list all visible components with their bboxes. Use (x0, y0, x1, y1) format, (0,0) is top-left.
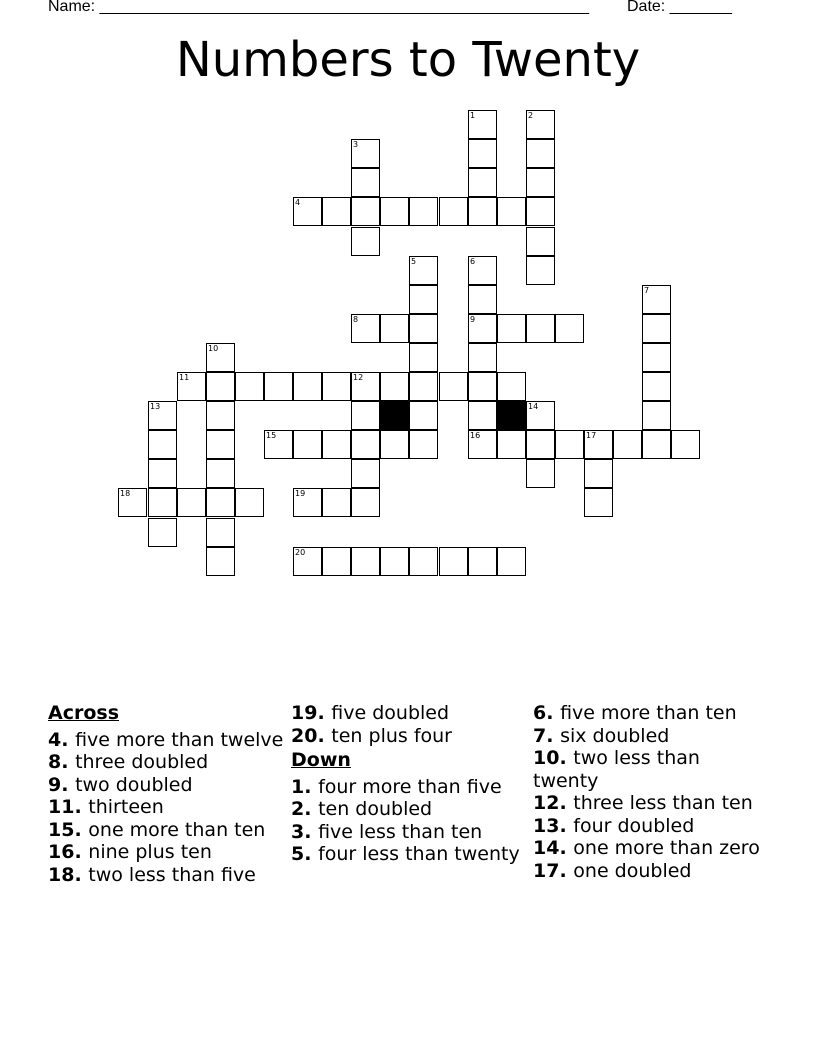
clue-text: thirteen (88, 796, 164, 818)
clue-item (48, 864, 284, 887)
grid-cell[interactable] (468, 256, 497, 285)
grid-cell[interactable] (177, 372, 206, 401)
clue-text: four less than twenty (318, 843, 520, 865)
clue-text: five more than twelve (75, 728, 284, 751)
clue-column-2 (291, 702, 527, 866)
clue-number: 14 (528, 402, 539, 411)
clue-number: 11 (179, 373, 190, 382)
clue-item (533, 725, 769, 748)
clue-number: 10 (208, 344, 219, 353)
grid-cell[interactable] (526, 401, 555, 430)
grid-cell[interactable] (526, 459, 555, 488)
clue-number-label: 9. (48, 773, 76, 796)
grid-cell[interactable] (468, 343, 497, 372)
date-field: Date: _______ (627, 0, 732, 15)
across-heading: Across (48, 702, 120, 724)
clue-number-label: 18. (48, 863, 89, 886)
clue-number: 16 (470, 431, 481, 440)
clue-column-3 (533, 702, 769, 882)
grid-cell[interactable] (642, 401, 671, 430)
grid-cell[interactable] (322, 547, 351, 576)
grid-cell[interactable] (351, 168, 380, 197)
clue-number: 1 (470, 111, 476, 120)
clue-number-label: 3. (291, 820, 319, 843)
black-square (497, 401, 526, 430)
clue-number-label: 10. (533, 747, 574, 769)
grid-cell[interactable] (409, 343, 438, 372)
clue-text: two doubled (75, 773, 193, 796)
clue-item (291, 798, 527, 821)
grid-cell[interactable] (409, 314, 438, 343)
grid-cell[interactable] (468, 197, 497, 226)
grid-cell[interactable] (206, 401, 235, 430)
clue-item (291, 776, 527, 799)
grid-cell[interactable] (497, 547, 526, 576)
grid-cell[interactable] (526, 168, 555, 197)
clue-number: 12 (353, 373, 364, 382)
grid-cell[interactable] (235, 488, 264, 517)
clue-text: four doubled (573, 814, 695, 837)
grid-cell[interactable] (351, 372, 380, 401)
clue-text: one more than ten (88, 818, 266, 841)
clue-number-label: 5. (291, 843, 319, 865)
grid-cell[interactable] (206, 372, 235, 401)
clue-number: 15 (266, 431, 277, 440)
grid-cell[interactable] (497, 197, 526, 226)
clue-item (48, 841, 284, 864)
down-clue-list (291, 776, 527, 866)
grid-cell[interactable] (526, 110, 555, 139)
grid-cell[interactable] (526, 139, 555, 168)
clue-text: five less than ten (318, 820, 483, 843)
clue-number-label: 4. (48, 728, 76, 751)
grid-cell[interactable] (206, 518, 235, 547)
grid-cell[interactable] (555, 430, 584, 459)
grid-cell[interactable] (380, 197, 409, 226)
clue-number: 3 (353, 140, 359, 149)
grid-cell[interactable] (351, 430, 380, 459)
clue-item (48, 819, 284, 842)
clue-text: six doubled (560, 724, 670, 747)
grid-cell[interactable] (468, 547, 497, 576)
clue-number: 17 (586, 431, 597, 440)
clue-number: 2 (528, 111, 534, 120)
clue-item (533, 860, 769, 883)
grid-cell[interactable] (584, 488, 613, 517)
grid-cell[interactable] (380, 314, 409, 343)
grid-cell[interactable] (206, 430, 235, 459)
grid-cell[interactable] (439, 197, 468, 226)
clue-number: 19 (295, 489, 306, 498)
grid-cell[interactable] (468, 430, 497, 459)
down-heading: Down (291, 749, 351, 771)
clue-number-label: 14. (533, 837, 574, 859)
clue-item (291, 702, 527, 725)
grid-cell[interactable] (264, 430, 293, 459)
grid-cell[interactable] (584, 430, 613, 459)
clue-column-1 (48, 702, 284, 886)
clue-item (291, 843, 527, 866)
grid-cell[interactable] (380, 547, 409, 576)
grid-cell[interactable] (526, 430, 555, 459)
grid-cell[interactable] (293, 547, 322, 576)
clue-number: 20 (295, 548, 306, 557)
clue-text: three less than ten (573, 792, 753, 814)
grid-cell[interactable] (351, 227, 380, 256)
grid-cell[interactable] (468, 139, 497, 168)
name-field: Name: _______________________________________________________ (48, 0, 589, 15)
clue-number-label: 8. (48, 751, 76, 773)
clue-number: 4 (295, 198, 301, 207)
clue-item (533, 815, 769, 838)
clue-item (48, 729, 284, 752)
grid-cell[interactable] (497, 430, 526, 459)
clue-number-label: 20. (291, 724, 332, 747)
grid-cell[interactable] (584, 459, 613, 488)
grid-cell[interactable] (351, 459, 380, 488)
grid-cell[interactable] (118, 488, 147, 517)
clue-item (48, 751, 284, 774)
grid-cell[interactable] (177, 488, 206, 517)
clue-text: three doubled (75, 751, 209, 773)
grid-cell[interactable] (322, 372, 351, 401)
black-square (380, 401, 409, 430)
clue-number-label: 15. (48, 818, 89, 841)
clue-item (533, 792, 769, 815)
clue-item (48, 796, 284, 819)
clue-number-label: 16. (48, 841, 89, 863)
grid-cell[interactable] (322, 430, 351, 459)
clue-number-label: 12. (533, 792, 574, 814)
grid-cell[interactable] (526, 256, 555, 285)
grid-cell[interactable] (351, 547, 380, 576)
grid-cell[interactable] (322, 197, 351, 226)
clue-text: five more than ten (560, 702, 737, 724)
clue-number-label: 2. (291, 798, 319, 820)
grid-cell[interactable] (409, 430, 438, 459)
grid-cell[interactable] (409, 256, 438, 285)
grid-cell[interactable] (322, 488, 351, 517)
clue-item (291, 821, 527, 844)
clue-number-label: 19. (291, 702, 332, 724)
down-clue-list-continued (533, 702, 769, 882)
grid-cell[interactable] (497, 314, 526, 343)
grid-cell[interactable] (468, 110, 497, 139)
grid-cell[interactable] (468, 401, 497, 430)
grid-cell[interactable] (642, 285, 671, 314)
clue-number-label: 13. (533, 814, 574, 837)
grid-cell[interactable] (555, 314, 584, 343)
clue-number: 5 (411, 257, 417, 266)
grid-cell[interactable] (206, 459, 235, 488)
page-title: Numbers to Twenty (175, 32, 641, 88)
grid-cell[interactable] (380, 372, 409, 401)
clue-number-label: 1. (291, 775, 319, 798)
grid-cell[interactable] (351, 401, 380, 430)
clue-number: 6 (470, 257, 476, 266)
grid-cell[interactable] (439, 372, 468, 401)
grid-cell[interactable] (613, 430, 642, 459)
grid-cell[interactable] (206, 488, 235, 517)
clue-number-label: 17. (533, 859, 574, 882)
clue-item (291, 725, 527, 748)
grid-cell[interactable] (380, 430, 409, 459)
grid-cell[interactable] (351, 139, 380, 168)
grid-cell[interactable] (293, 488, 322, 517)
grid-cell[interactable] (526, 197, 555, 226)
grid-cell[interactable] (409, 197, 438, 226)
grid-cell[interactable] (235, 372, 264, 401)
clue-text: one more than zero (573, 837, 760, 859)
grid-cell[interactable] (468, 168, 497, 197)
grid-cell[interactable] (206, 547, 235, 576)
grid-cell[interactable] (148, 459, 177, 488)
grid-cell[interactable] (351, 197, 380, 226)
clue-text: ten doubled (318, 798, 433, 820)
clue-number: 7 (644, 286, 650, 295)
grid-cell[interactable] (293, 197, 322, 226)
grid-cell[interactable] (293, 430, 322, 459)
clue-text: two less than five (88, 863, 256, 886)
grid-cell[interactable] (409, 547, 438, 576)
clue-item (533, 747, 769, 792)
clue-item (533, 702, 769, 725)
clue-text: four more than five (318, 775, 502, 798)
grid-cell[interactable] (468, 285, 497, 314)
clue-text: ten plus four (331, 724, 452, 747)
across-clue-list-continued (291, 702, 527, 747)
grid-cell[interactable] (642, 430, 671, 459)
grid-cell[interactable] (148, 401, 177, 430)
grid-cell[interactable] (526, 227, 555, 256)
clue-number-label: 6. (533, 702, 561, 724)
clue-item (48, 774, 284, 797)
grid-cell[interactable] (642, 343, 671, 372)
clue-number-label: 7. (533, 724, 561, 747)
grid-cell[interactable] (409, 285, 438, 314)
grid-cell[interactable] (642, 372, 671, 401)
clue-number: 9 (470, 315, 476, 324)
across-clue-list (48, 729, 284, 887)
grid-cell[interactable] (671, 430, 700, 459)
grid-cell[interactable] (526, 314, 555, 343)
grid-cell[interactable] (293, 372, 322, 401)
clue-item (533, 837, 769, 860)
grid-cell[interactable] (497, 372, 526, 401)
grid-cell[interactable] (409, 372, 438, 401)
clue-number: 8 (353, 315, 359, 324)
grid-cell[interactable] (148, 430, 177, 459)
grid-cell[interactable] (468, 314, 497, 343)
grid-cell[interactable] (642, 314, 671, 343)
clue-text: one doubled (573, 859, 692, 882)
clue-text: nine plus ten (88, 841, 212, 863)
grid-cell[interactable] (439, 547, 468, 576)
grid-cell[interactable] (409, 401, 438, 430)
grid-cell[interactable] (468, 372, 497, 401)
grid-cell[interactable] (148, 488, 177, 517)
grid-cell[interactable] (264, 372, 293, 401)
grid-cell[interactable] (148, 518, 177, 547)
clue-number: 18 (120, 489, 131, 498)
grid-cell[interactable] (351, 314, 380, 343)
clue-text: two less than twenty (533, 747, 700, 792)
clue-number: 13 (150, 402, 161, 411)
clue-text: five doubled (331, 702, 450, 724)
clue-number-label: 11. (48, 796, 89, 818)
grid-cell[interactable] (351, 488, 380, 517)
grid-cell[interactable] (206, 343, 235, 372)
